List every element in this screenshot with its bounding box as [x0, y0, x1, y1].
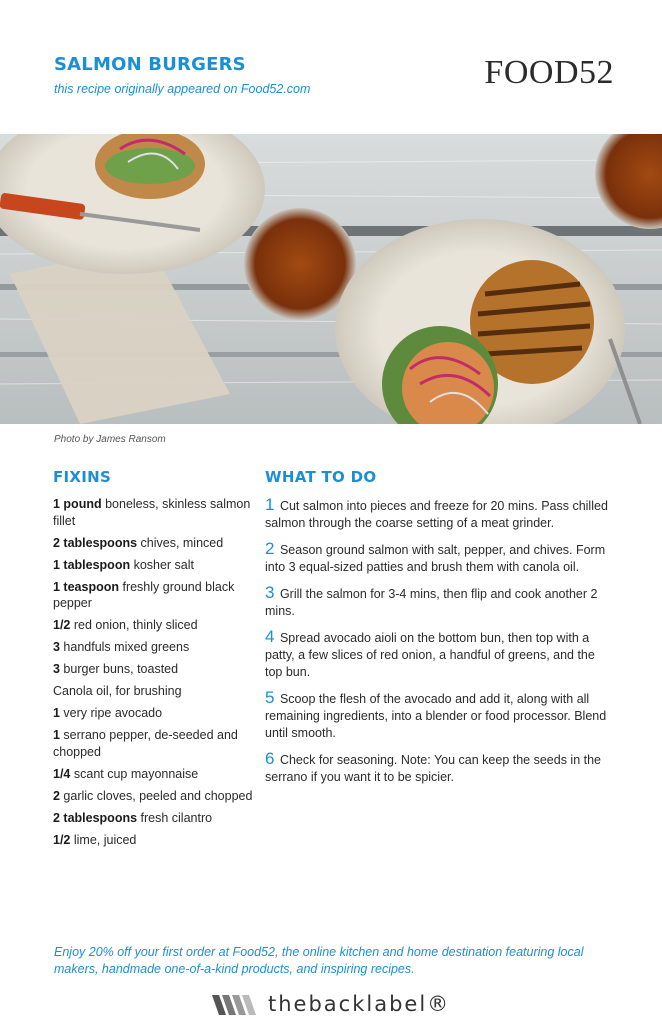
ingredient-item: Canola oil, for brushing: [53, 684, 182, 698]
ingredient-item: 1 tablespoon kosher salt: [53, 557, 195, 572]
ingredient-item: 2 tablespoons chives, minced: [53, 535, 224, 550]
step-number: 6: [265, 749, 275, 768]
direction-step: 5 Scoop the flesh of the avocado and add it, along with all remaining ingredients, into a blender or food processor. Blend until smooth.: [265, 688, 607, 740]
direction-step: 3 Grill the salmon for 3-4 mins, then flip and cook another 2 mins.: [265, 583, 598, 618]
directions-heading: WHAT TO DO: [265, 468, 377, 486]
ingredients-heading: FIXINS: [53, 468, 112, 486]
step-number: 5: [265, 688, 275, 707]
photo-credit: Photo by James Ransom: [54, 434, 166, 445]
recipe-source-note: this recipe originally appeared on Food52.com: [54, 82, 311, 96]
backlabel-wordmark: thebacklabel®: [268, 992, 451, 1016]
step-number: 1: [265, 495, 275, 514]
backlabel-logo: [212, 990, 452, 1020]
backlabel-mark-icon: [212, 995, 256, 1015]
direction-step: 2 Season ground salmon with salt, pepper, and chives. Form into 3 equal-sized patties and brush them with canola oil.: [265, 539, 606, 574]
recipe-title: SALMON BURGERS: [54, 54, 246, 75]
directions-section: [265, 468, 615, 794]
food52-logo: FOOD52: [484, 54, 614, 91]
ingredient-item: 1 teaspoon freshly ground black pepper: [53, 579, 235, 610]
ingredient-item: 1 serrano pepper, de-seeded and chopped: [53, 728, 238, 759]
ingredients-section: [53, 468, 253, 854]
direction-step: 1 Cut salmon into pieces and freeze for 20 mins. Pass chilled salmon through the coarse setting of a meat grinder.: [265, 495, 608, 530]
direction-step: 4 Spread avocado aioli on the bottom bun, then top with a patty, a few slices of red onion, a handful of greens, and the top bun.: [265, 627, 595, 679]
step-number: 4: [265, 627, 275, 646]
step-number: 3: [265, 583, 275, 602]
ingredient-item: 3 handfuls mixed greens: [53, 640, 190, 654]
promo-text: Enjoy 20% off your first order at Food52, the online kitchen and home destination featuring local makers, handmade one-of-a-kind products, and inspiring recipes.: [54, 945, 584, 976]
ingredient-item: 1/4 scant cup mayonnaise: [53, 766, 199, 781]
ingredient-item: 1/2 lime, juiced: [53, 832, 137, 847]
ingredient-item: 3 burger buns, toasted: [53, 662, 179, 676]
recipe-header: [54, 54, 614, 104]
salmon-burger-photo-image: [0, 134, 662, 424]
ingredient-item: 1/2 red onion, thinly sliced: [53, 618, 198, 632]
direction-step: 6 Check for seasoning. Note: You can keep the seeds in the serrano if you want it to be spicier.: [265, 749, 602, 784]
ingredient-item: 1 very ripe avocado: [53, 706, 163, 720]
step-number: 2: [265, 539, 275, 558]
ingredient-item: 1 pound boneless, skinless salmon fillet: [53, 497, 251, 528]
ingredient-item: 2 garlic cloves, peeled and chopped: [53, 788, 253, 803]
ingredient-item: 2 tablespoons fresh cilantro: [53, 810, 213, 825]
recipe-photo: [0, 134, 662, 424]
